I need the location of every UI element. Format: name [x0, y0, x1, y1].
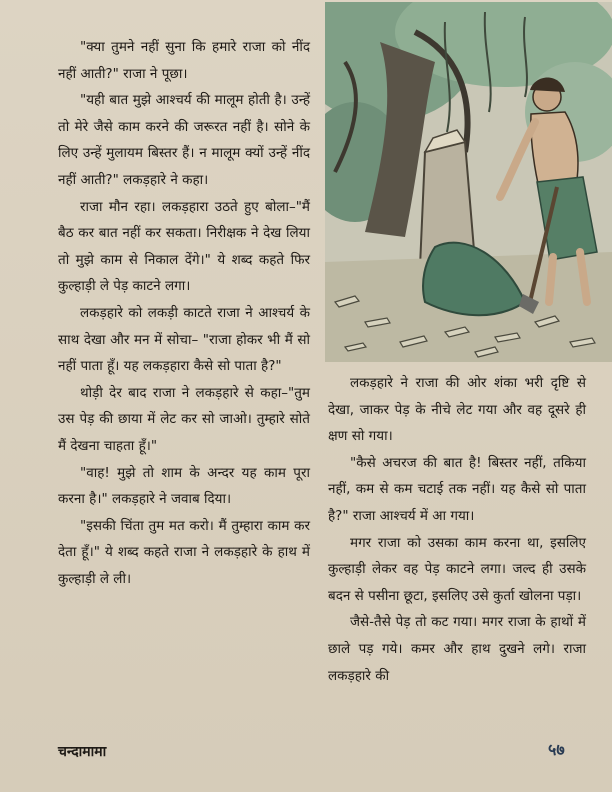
king-chopping-tree-illustration	[325, 2, 612, 362]
paragraph: "कैसे अचरज की बात है! बिस्तर नहीं, तकिया नहीं, कम से कम चटाई तक नहीं। यह कैसे सो पाता है?" राजा आश्चर्य में आ गया।	[328, 454, 586, 524]
page-number: ५७	[548, 740, 565, 759]
paragraph: थोड़ी देर बाद राजा ने लकड़हारे से कहा–"तुम उस पेड़ की छाया में लेट कर सो जाओ। तुम्हारे सोते मैं देखना चाहता हूँ।"	[58, 384, 310, 454]
paragraph: "क्या तुमने नहीं सुना कि हमारे राजा को नींद नहीं आती?" राजा ने पूछा।	[58, 39, 310, 82]
paragraph: "यही बात मुझे आश्चर्य की मालूम होती है। उन्हें तो मेरे जैसे काम करने की जरूरत नहीं है। सोने के लिए उन्हें मुलायम बिस्तर हैं। न मालूम क्यों उन्हें नींद नहीं आती?" लकड़हारे ने कहा।	[58, 92, 310, 188]
paragraph: "इसकी चिंता तुम मत करो। मैं तुम्हारा काम कर देता हूँ।" ये शब्द कहते राजा ने लकड़हारे के हाथ में कुल्हाड़ी ले ली।	[58, 517, 310, 587]
paragraph: मगर राजा को उसका काम करना था, इसलिए कुल्हाड़ी लेकर वह पेड़ काटने लगा। जल्द ही उसके बदन से पसीना छूटा, इसलिए उसे कुर्ता खोलना पड़ा।	[328, 534, 586, 604]
paragraph: जैसे-तैसे पेड़ तो कट गया। मगर राजा के हाथों में छाले पड़ गये। कमर और हाथ दुखने लगे। राजा लकड़हारे की	[328, 614, 586, 684]
left-text-column	[58, 34, 310, 592]
paragraph: लकड़हारे को लकड़ी काटते राजा ने आश्चर्य के साथ देखा और मन में सोचा– "राजा होकर भी मैं सो नहीं पाता हूँ। यह लकड़हारा कैसे सो पाता है?"	[58, 304, 310, 375]
paragraph: लकड़हारे ने राजा की ओर शंका भरी दृष्टि से देखा, जाकर पेड़ के नीचे लेट गया और वह दूसरे ही क्षण सो गया।	[328, 375, 586, 445]
magazine-name: चन्दामामा	[58, 744, 107, 760]
paragraph: राजा मौन रहा। लकड़हारा उठते हुए बोला–"मैं बैठ कर बात नहीं कर सकता। निरीक्षक ने देख लिया तो मुझे काम से निकाल देंगे।" ये शब्द कहते फिर कुल्हाड़ी ले पेड़ काटने लगा।	[58, 198, 310, 295]
right-text-column	[328, 370, 586, 689]
paragraph: "वाह! मुझे तो शाम के अन्दर यह काम पूरा करना है।" लकड़हारे ने जवाब दिया।	[58, 464, 310, 508]
